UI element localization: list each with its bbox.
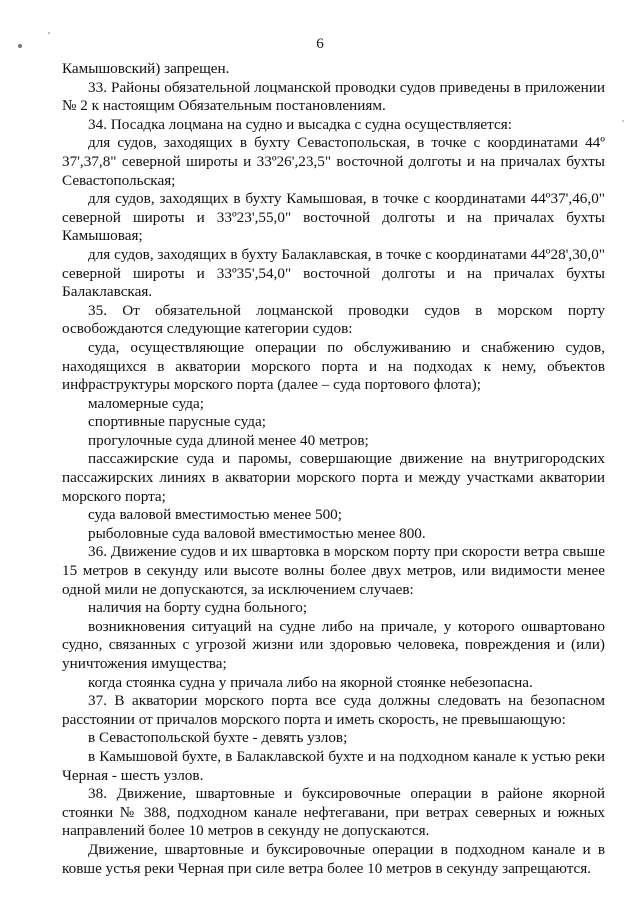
paragraph-35-small-vessels: маломерные суда;	[88, 394, 204, 412]
paragraph-35-passenger: пассажирские суда и паромы, совершающие движение на внутригородских пассажирских линиях в акватории морского порта и между участками акватории морского порта;	[62, 450, 605, 505]
page-number: 6	[316, 36, 324, 52]
paragraph-35-port-fleet: суда, осуществляющие операции по обслуживанию и снабжению судов, находящихся в акватории морского порта и на подходах к нему, объектов инфраструктуры морского порта (далее – суда портового флота);	[62, 338, 605, 394]
paragraph-35-sailing: спортивные парусные суда;	[88, 413, 266, 431]
paragraph-37: 37. В акватории морского порта все суда должны следовать на безопасном расстоянии от причалов морского порта и иметь скорость, не превышающую:	[62, 692, 605, 728]
paragraph-33: 33. Районы обязательной лоцманской проводки судов приведены в приложении № 2 к настоящим Обязательным постановлениям.	[62, 78, 605, 115]
paragraph-continuation: Камышовский) запрещен.	[62, 60, 230, 77]
paragraph-35: 35. От обязательной лоцманской проводки судов в морском порту освобождаются следующие категории судов:	[62, 301, 605, 338]
paragraph-37-kamyshovaya-speed: в Камышовой бухте, в Балаклавской бухте и на подходном канале к устью реки Черная - шесть узлов.	[62, 747, 605, 784]
paragraph-34: 34. Посадка лоцмана на судно и высадка с судна осуществляется:	[88, 115, 512, 133]
paragraph-34-balaklavskaya: для судов, заходящих в бухту Балаклавская, в точке с координатами 44º28',30,0" северной широты и 33º35',54,0" восточной долготы и на причалах бухты Балаклавская.	[62, 245, 605, 301]
scan-speck	[48, 32, 50, 34]
paragraph-35-fishing-800: рыболовные суда валовой вместимостью менее 800.	[88, 524, 426, 542]
paragraph-38: 38. Движение, швартовные и буксировочные операции в районе якорной стоянки № 388, подходном канале нефтегавани, при ветрах северных и южных направлений более 10 метров в секунду не допускаются.	[62, 785, 605, 840]
paragraph-34-kamyshovaya: для судов, заходящих в бухту Камышовая, в точке с координатами 44º37',46,0" северной широты и 33º23',55,0" восточной долготы и на причалах бухты Камышовая;	[62, 190, 605, 245]
paragraph-34-sevastopolskaya: для судов, заходящих в бухту Севастопольская, в точке с координатами 44º 37',37,8" северной широты и 33º26',23,5" восточной долготы и на причалах бухты Севастопольская;	[62, 134, 605, 189]
scan-speck	[622, 120, 624, 122]
paragraph-36-unsafe-berth: когда стоянка судна у причала либо на якорной стоянке небезопасна.	[88, 673, 533, 691]
paragraph-38-chernaya: Движение, швартовные и буксировочные операции в подходном канале и в ковше устья реки Черная при силе ветра более 10 метров в секунду запрещаются.	[62, 840, 605, 877]
paragraph-36-sick: наличия на борту судна больного;	[88, 599, 308, 617]
paragraph-35-pleasure: прогулочные суда длиной менее 40 метров;	[88, 431, 369, 449]
paragraph-36: 36. Движение судов и их швартовка в морском порту при скорости ветра свыше 15 метров в секунду или высоте волны более двух метров, или видимости менее одной мили не допускаются, за исключением случаев:	[62, 543, 605, 598]
document-body	[62, 60, 605, 878]
paragraph-35-tonnage-500: суда валовой вместимостью менее 500;	[88, 506, 342, 524]
paragraph-36-threat: возникновения ситуаций на судне либо на причале, у которого ошвартовано судно, связанных с угрозой жизни или здоровью человека, повреждения и (или) уничтожения имущества;	[62, 617, 605, 672]
paragraph-37-sevastopol-speed: в Севастопольской бухте - девять узлов;	[88, 729, 348, 747]
